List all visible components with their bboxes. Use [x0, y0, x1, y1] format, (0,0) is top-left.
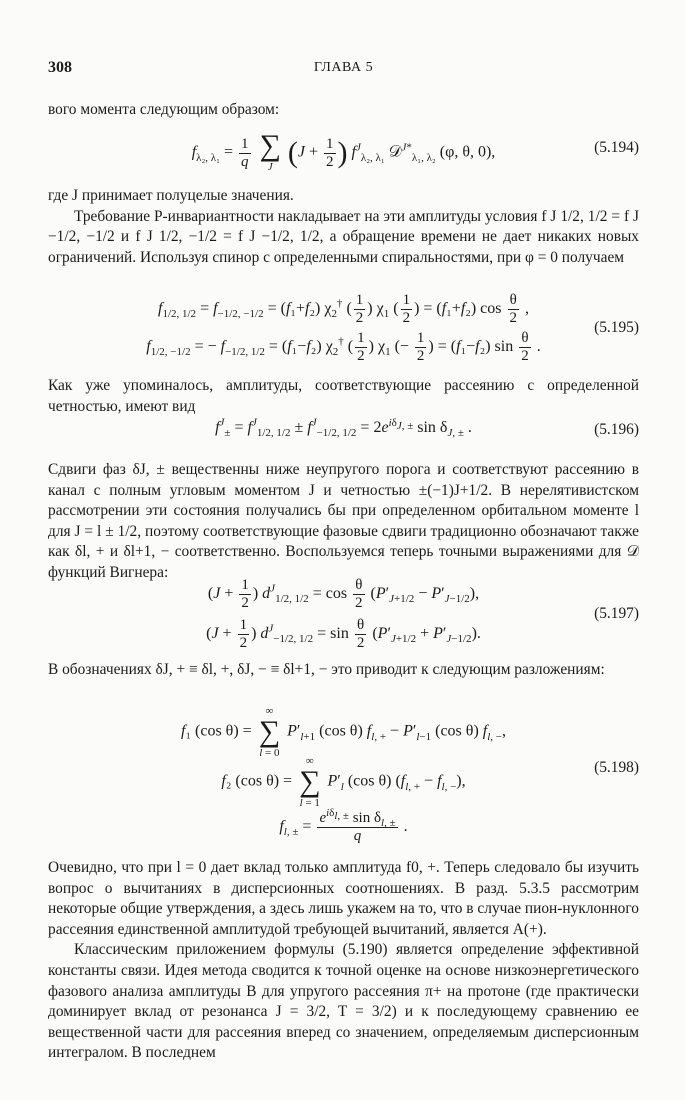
paragraph-intro	[48, 100, 639, 121]
equation-5-194	[48, 124, 639, 176]
text-p2: где J принимает полуцелые значения.	[48, 187, 294, 204]
text-p8: Классическим приложением формулы (5.190) является определение эффективной константы связи. Идея метода сводится к точной оценке на основе низкоэнергетического фазового анализа амплитуды B для упругого рассеяния π+ на протоне (где практически доминирует вклад от резонанса J = 3/2, T = 3/2) и к последующему сравнению ее вещественной части для рассеяния вперед со значением, определяемым дисперсионным интегралом. В последнем	[48, 941, 639, 1062]
equation-5-198-line3: $f_{l, \pm}$ = $e^{i\delta_{l, \pm}}$ $\sin \delta_{l, \pm}$ q .	[279, 806, 408, 844]
text-p5: Сдвиги фаз δJ, ± вещественны ниже неупругого порога и соответствуют рассеянию в канал с полным угловым моментом J и четностью ±(−1)J+1/2. В нерелятивистском рассмотрении эти состояния получались бы при определенном орбитальном моменте l для J = l ± 1/2, поэтому соответствующие фазовые сдвиги традиционно обозначают также как δl, + и δl+1, − соответственно. Воспользуемся теперь точными выражениями для 𝒟 функций Вигнера:	[48, 461, 639, 581]
equation-5-197-number: (5.197)	[594, 605, 639, 622]
equation-5-194-number: (5.194)	[594, 139, 639, 156]
equation-5-195-line1: $f_{1/2, 1/2} = f_{-1/2, -1/2} = (f_1+f_2)$ $\chi_2^\dagger$ ( $\frac{1}{2}$ ) $\chi_1$ ( $\frac{1}{2}$ ) = (f₁+f₂) cos $\frac{\theta}{2}$ ,	[157, 291, 529, 326]
paragraph-block-1	[48, 186, 639, 268]
equation-5-195-number: (5.195)	[594, 319, 639, 336]
equation-5-197	[48, 574, 639, 654]
text-p6: В обозначениях δJ, + ≡ δl, +, δJ, − ≡ δl+1, − это приводит к следующим разложениям:	[48, 661, 605, 678]
paragraph-block-2	[48, 376, 639, 417]
equation-5-197-line1: (J + $\frac{1}{2}$ ) $d^J_{1/2, 1/2} = \cos$ $\frac{\theta}{2}$ $(P'_{J+1/2} - P'_{J-1/2})$,	[207, 576, 480, 611]
equation-5-198-number: (5.198)	[594, 759, 639, 776]
equation-5-196-number: (5.196)	[594, 421, 639, 438]
equation-5-198-line2: f₂ (cos θ) = ∞ ∑ l = 1 $P'_l$ (cos θ) $(f_{l, +} - f_{l, -})$,	[221, 755, 466, 809]
text-p7: Очевидно, что при l = 0 дает вклад только амплитуда f0, +. Теперь следовало бы изучить вопрос о вычитаниях в дисперсионных соотношениях. В разд. 5.3.5 рассмотрим некоторые общие утверждения, а здесь лишь укажем на то, что в случае пион-нуклонного рассеяния единственной амплитудой требующей вычитаний, является A(+).	[48, 859, 639, 938]
equation-5-198	[48, 704, 639, 850]
equation-5-197-line2: (J + $\frac{1}{2}$ ) $d^J_{-1/2, 1/2} = \sin$ $\frac{\theta}{2}$ $(P'_{J+1/2} + P'_{J-1/2})$.	[206, 616, 481, 651]
equation-5-194-body: $f_{\lambda_2, \lambda_1}$ = $\frac{1}{q}$ ∑ J (J + $\frac{1}{2}$ ) $f^J_{\lambda_2, \lambda_1}$ 𝒟$^{J*}_{\lambda_1, \lambda_2}$ (φ, θ, 0),	[191, 129, 496, 173]
text-p4: Как уже упоминалось, амплитуды, соответствующие рассеянию с определенной четностью, имеют вид	[48, 377, 639, 415]
equation-5-196	[48, 418, 639, 450]
equation-5-196-body: $f^J_\pm = f^J_{1/2, 1/2} \pm f^J_{-1/2, 1/2} = 2e^{i\delta_{J, \pm}}$ $\sin \delta_{J, \pm}$ .	[215, 416, 472, 440]
text-p3: Требование P-инвариантности накладывает на эти амплитуды условия f J 1/2, 1/2 = f J −1/2, −1/2 и f J 1/2, −1/2 = f J −1/2, 1/2, а обращение времени не дает никаких новых ограничений. Используя спинор с определенными спиральностями, при φ = 0 получаем	[48, 207, 639, 266]
paragraph-block-3	[48, 460, 639, 584]
equation-5-195-line2: $f_{1/2, -1/2}$ = − $f_{-1/2, 1/2} = (f_1-f_2)$ $\chi_2^\dagger$ ( $\frac{1}{2}$ ) $\chi_1$ (− $\frac{1}{2}$ ) = (f₁−f₂) sin $\frac{\theta}{2}$ .	[146, 329, 541, 364]
running-header	[48, 58, 639, 80]
paragraph-block-4	[48, 660, 639, 681]
page-number: 308	[48, 59, 72, 76]
text-p1: вого момента следующим образом:	[48, 101, 280, 118]
equation-5-195	[48, 290, 639, 368]
equation-5-198-line1: f₁ (cos θ) = ∞ ∑ l = 0 $P'_{l+1}$ (cos θ) $f_{l, +} - P'_{l-1}$ (cos θ) $f_{l, -}$,	[180, 705, 507, 759]
paragraph-block-5	[48, 858, 639, 1064]
chapter-title: ГЛАВА 5	[313, 60, 374, 75]
